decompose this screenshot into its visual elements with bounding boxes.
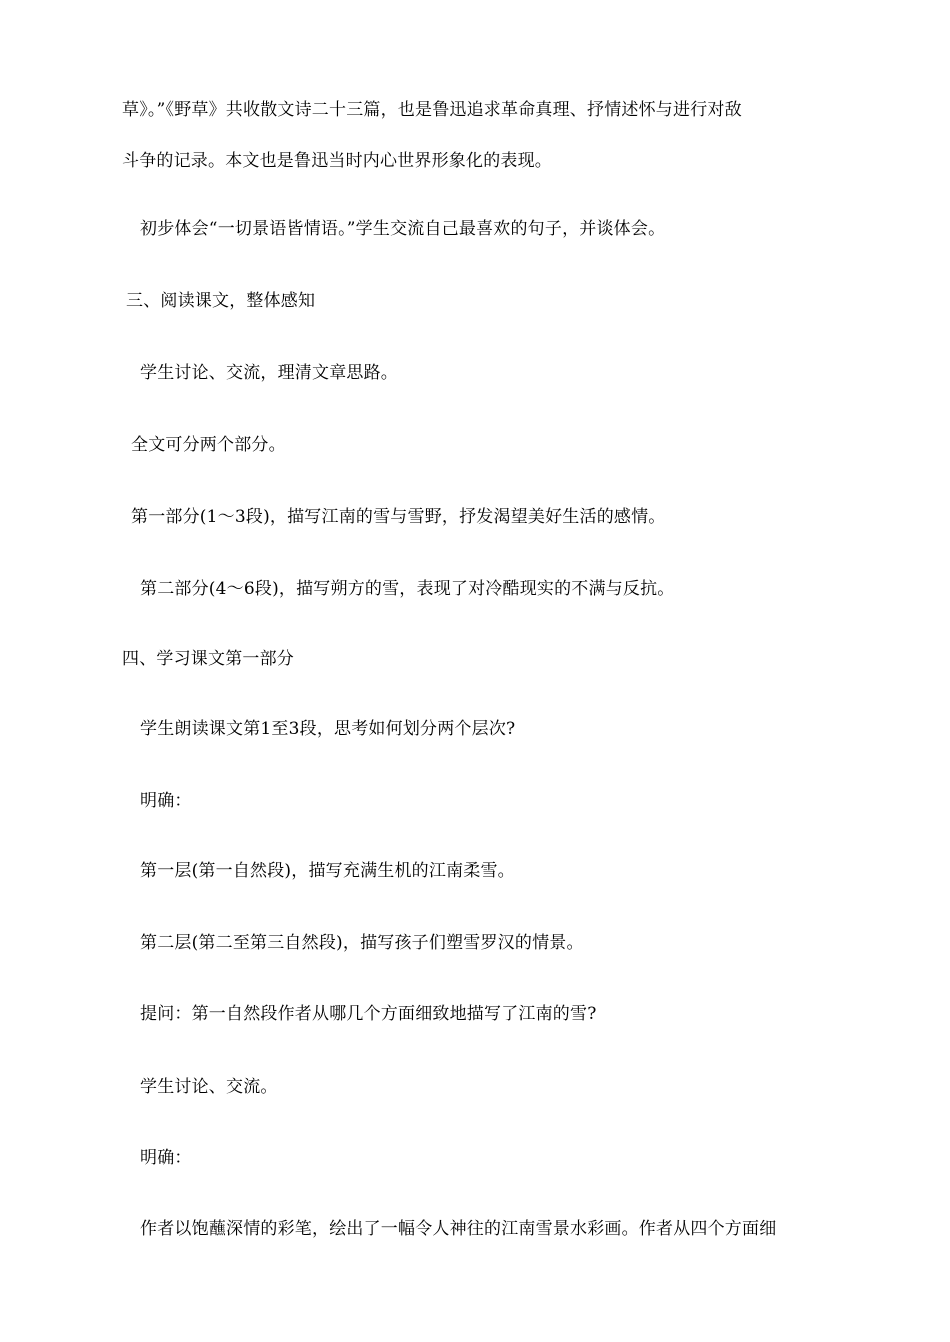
text-line: 作者以饱蘸深情的彩笔，绘出了一幅令人神往的江南雪景水彩画。作者从四个方面细 <box>140 1219 777 1239</box>
text-line: 明确： <box>140 1148 192 1168</box>
text-line: 学生朗读课文第1至3段，思考如何划分两个层次? <box>140 719 516 739</box>
text-line: 明确： <box>140 791 192 811</box>
text-line: 第一层(第一自然段)，描写充满生机的江南柔雪。 <box>140 861 515 881</box>
section-heading: 四、学习课文第一部分 <box>122 649 294 669</box>
text-line: 学生讨论、交流。 <box>140 1077 278 1097</box>
section-heading: 三、阅读课文，整体感知 <box>126 291 316 311</box>
text-line: 全文可分两个部分。 <box>131 435 286 455</box>
text-line: 提问：第一自然段作者从哪几个方面细致地描写了江南的雪? <box>140 1004 597 1024</box>
text-line: 第二部分(4～6段)，描写朔方的雪，表现了对冷酷现实的不满与反抗。 <box>140 579 675 599</box>
text-line: 初步体会“一切景语皆情语。”学生交流自己最喜欢的句子，并谈体会。 <box>140 219 666 239</box>
text-line: 第二层(第二至第三自然段)，描写孩子们塑雪罗汉的情景。 <box>140 933 584 953</box>
text-line: 第一部分(1～3段)，描写江南的雪与雪野，抒发渴望美好生活的感情。 <box>131 507 666 527</box>
text-line: 草》。”《野草》共收散文诗二十三篇，也是鲁迅追求革命真理、抒情述怀与进行对敌 <box>122 100 742 120</box>
text-line: 斗争的记录。本文也是鲁迅当时内心世界形象化的表现。 <box>122 151 552 171</box>
text-line: 学生讨论、交流，理清文章思路。 <box>140 363 398 383</box>
